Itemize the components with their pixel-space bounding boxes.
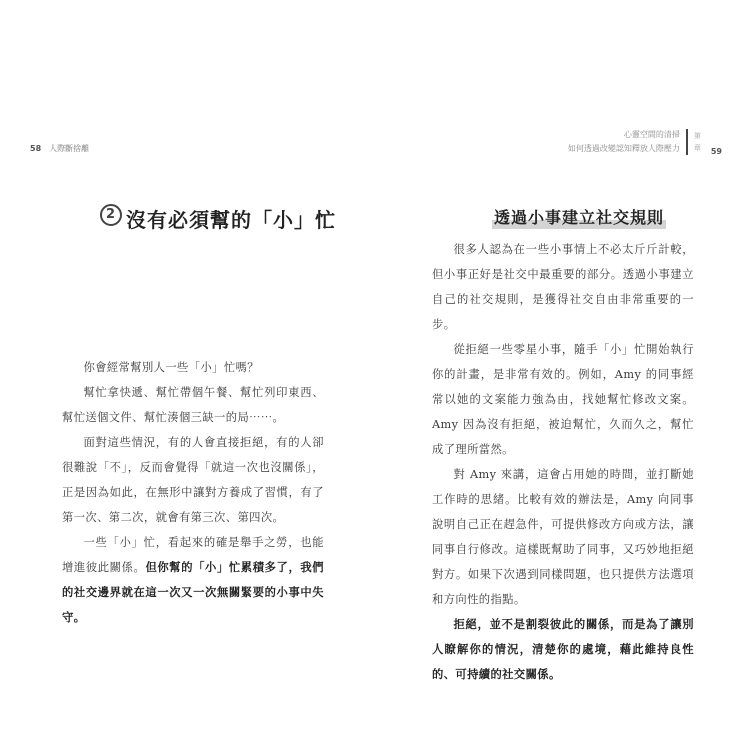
page-number: 58: [30, 144, 42, 153]
right-page: [375, 0, 750, 750]
running-head-right: [568, 128, 722, 156]
paragraph: 面對這些情況，有的人會直接拒絕，有的人卻很難說「不」，反而會覺得「就這一次也沒關係」，正是因為如此，在無形中讓對方養成了習慣，有了第一次、第二次，就會有第三次、第四次。: [62, 436, 324, 524]
chapter-heading: [100, 204, 336, 233]
paragraph: [62, 530, 324, 630]
emphasis-paragraph: 拒絕，並不是割裂彼此的關係，而是為了讓別人瞭解你的情況，清楚你的處境，藉此維持良性的、可持續的社交關係。: [432, 617, 694, 681]
part-label-top: 第: [693, 132, 701, 140]
part-title: 心靈空間的清掃: [623, 130, 680, 139]
paragraph: 幫忙拿快遞、幫忙帶個午餐、幫忙列印東西、幫忙送個文件、幫忙湊個三缺一的局⋯⋯。: [62, 386, 324, 424]
paragraph-text: 一些「小」忙，看起來的確是舉手之勞，也能增進彼此關係。: [62, 536, 324, 574]
divider-bar: [686, 129, 688, 155]
part-subtitle: 如何透過改變認知釋放人際壓力: [567, 144, 680, 153]
section-title: 透過小事建立社交規則: [492, 205, 666, 229]
running-head-left: [30, 143, 89, 154]
emphasis-text: 但你幫的「小」忙累積多了，我們的社交邊界就在這一次又一次無關緊要的小事中失守。: [62, 560, 324, 624]
part-label-bottom: 章: [693, 144, 701, 152]
book-title: 人際斷捨離: [49, 144, 90, 153]
body-text: [62, 355, 324, 630]
paragraph: 從拒絕一些零星小事，隨手「小」忙開始執行你的計畫，是非常有效的。例如，Amy 的同事經常以她的文案能力強為由，找她幫忙修改文案。Amy 因為沒有拒絕，被迫幫忙，久而久之，幫忙成了理所當然。: [432, 343, 694, 456]
page-number: 59: [710, 147, 722, 156]
chapter-title: 沒有必須幫的「小」忙: [126, 208, 336, 232]
paragraph: 對 Amy 來講，這會占用她的時間，並打斷她工作時的思緒。比較有效的辦法是，Amy 向同事說明自己正在趕急件，可提供修改方向或方法，讓同事自行修改。這樣既幫助了同事，又巧妙地拒絕對方。如果下次遇到同樣問題，也只提供方法選項和方向性的指點。: [432, 468, 694, 606]
paragraph: 很多人認為在一些小事情上不必太斤斤計較，但小事正好是社交中最重要的部分。透過小事建立自己的社交規則，是獲得社交自由非常重要的一步。: [432, 243, 694, 331]
body-text: [432, 237, 694, 687]
paragraph: 你會經常幫別人一些「小」忙嗎？: [83, 361, 259, 374]
chapter-number-badge: 2: [100, 204, 122, 226]
